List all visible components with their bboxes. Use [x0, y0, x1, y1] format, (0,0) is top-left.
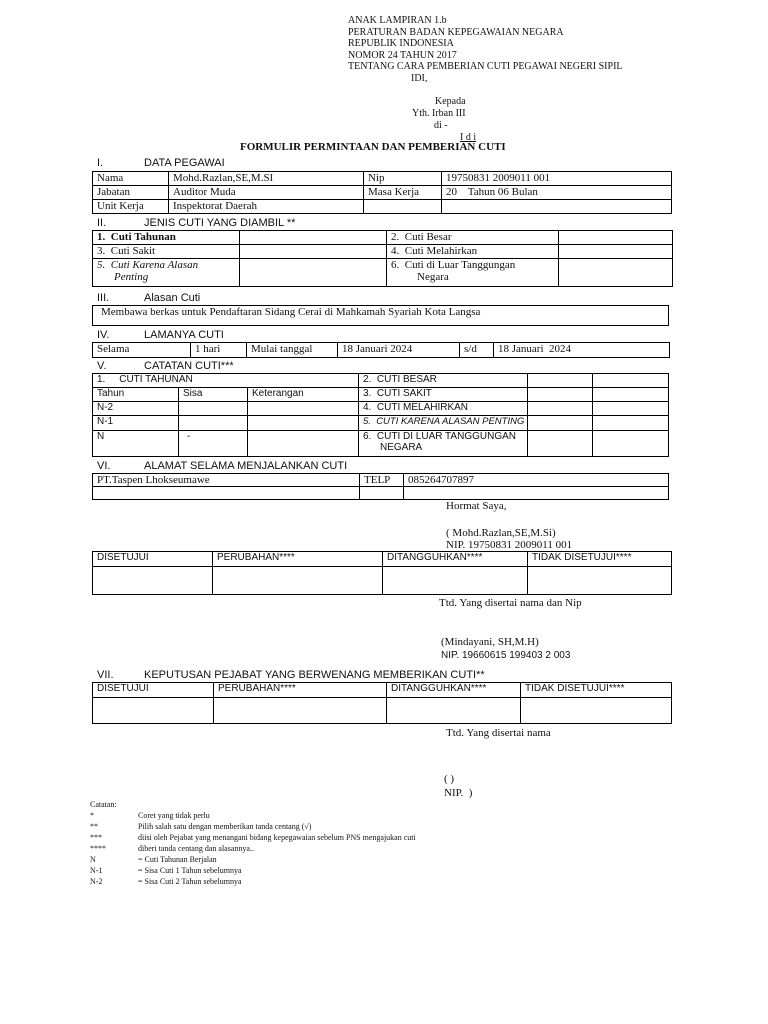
approval2-perubahan: PERUBAHAN**** [214, 683, 387, 698]
leave-type-cuti-sakit[interactable]: 3. Cuti Sakit [93, 245, 240, 259]
leave-type-check[interactable] [240, 231, 387, 245]
record-n-sisa: - [179, 431, 248, 457]
form-title: FORMULIR PERMINTAAN DAN PEMBERIAN CUTI [240, 141, 506, 153]
header-line: ANAK LAMPIRAN 1.b [348, 15, 447, 26]
section-1-number: I. [97, 157, 104, 169]
leave-type-alasan-penting[interactable]: 5. Cuti Karena Alasan Penting [93, 259, 240, 287]
section-3-number: III. [97, 292, 110, 304]
approval1-ttd-note: Ttd. Yang disertai nama dan Nip [439, 597, 582, 609]
record-luar-tanggungan: 6. CUTI DI LUAR TANGGUNGAN NEGARA [359, 431, 528, 457]
note-row: **** diberi tanda centang dan alasannya.. [90, 844, 254, 853]
section-7-heading: KEPUTUSAN PEJABAT YANG BERWENANG MEMBERIKAN CUTI** [144, 669, 485, 681]
section-5-heading: CATATAN CUTI*** [144, 360, 234, 372]
approval1-perubahan: PERUBAHAN**** [213, 552, 383, 567]
record-cuti-sakit: 3. CUTI SAKIT [359, 388, 528, 402]
leave-record-table [92, 373, 669, 457]
record-alasan-penting: 5. CUTI KARENA ALASAN PENTING [359, 416, 528, 431]
leave-type-check[interactable] [559, 231, 673, 245]
leave-type-cuti-tahunan[interactable]: 1. Cuti Tahunan [93, 231, 240, 245]
start-date: 18 Januari 2024 [338, 343, 460, 358]
record-row-n1: N-1 [93, 416, 179, 431]
supervisor-name: (Mindayani, SH,M.H) [441, 636, 539, 648]
section-2-number: II. [97, 217, 107, 229]
record-col-tahun: Tahun [93, 388, 179, 402]
header-line: REPUBLIK INDONESIA [348, 38, 454, 49]
unit-kerja-value: Inspektorat Daerah [169, 200, 364, 214]
notes [90, 800, 590, 888]
employee-data-table [92, 171, 672, 214]
record-row-n2: N-2 [93, 402, 179, 416]
address-value: PT.Taspen Lhokseumawe [93, 474, 360, 487]
sd-label: s/d [460, 343, 494, 358]
applicant-name: ( Mohd.Razlan,SE,M.Si) [446, 527, 556, 539]
section-5-number: V. [97, 360, 107, 372]
selama-label: Selama [93, 343, 191, 358]
approval2-tidak-disetujui: TIDAK DISETUJUI**** [521, 683, 672, 698]
official-nip: NIP. ) [444, 787, 473, 799]
addressee-yth: Yth. Irban III [412, 108, 466, 119]
leave-type-table [92, 230, 673, 287]
duration-table [92, 342, 670, 358]
record-cuti-tahunan: 1. CUTI TAHUNAN [93, 374, 359, 388]
section-2-heading: JENIS CUTI YANG DIAMBIL ** [144, 217, 296, 229]
nip-value: 19750831 2009011 001 [442, 172, 672, 186]
approval-table-1 [92, 551, 672, 595]
jabatan-label: Jabatan [93, 186, 169, 200]
unit-kerja-label: Unit Kerja [93, 200, 169, 214]
section-7-number: VII. [97, 669, 114, 681]
approval2-disetujui: DISETUJUI [93, 683, 214, 698]
leave-type-check[interactable] [559, 245, 673, 259]
applicant-nip: NIP. 19750831 2009011 001 [446, 539, 573, 551]
record-cuti-melahirkan: 4. CUTI MELAHIRKAN [359, 402, 528, 416]
record-cuti-besar: 2. CUTI BESAR [359, 374, 528, 388]
header-place: IDI, [411, 72, 428, 84]
nama-label: Nama [93, 172, 169, 186]
address-table [92, 473, 669, 500]
leave-type-cuti-besar[interactable]: 2. Cuti Besar [387, 231, 559, 245]
section-4-heading: LAMANYA CUTI [144, 329, 224, 341]
note-row: N-1 = Sisa Cuti 1 Tahun sebelumnya [90, 866, 242, 875]
telp-label: TELP [360, 474, 404, 487]
note-row: N = Cuti Tahunan Berjalan [90, 855, 217, 864]
reason-table [92, 305, 669, 326]
record-row-n: N [93, 431, 179, 457]
approval1-tidak-disetujui: TIDAK DISETUJUI**** [528, 552, 672, 567]
addressee-di: di - [434, 120, 448, 131]
mulai-label: Mulai tanggal [247, 343, 338, 358]
jabatan-value: Auditor Muda [169, 186, 364, 200]
nip-label: Nip [364, 172, 442, 186]
end-date: 18 Januari 2024 [494, 343, 670, 358]
leave-type-check[interactable] [240, 259, 387, 287]
document-header [348, 15, 668, 84]
leave-type-check[interactable] [240, 245, 387, 259]
supervisor-nip: NIP. 19660615 199403 2 003 [441, 650, 571, 661]
telp-value: 085264707897 [404, 474, 669, 487]
approval2-ditangguhkan: DITANGGUHKAN**** [387, 683, 521, 698]
note-row: *** diisi oleh Pejabat yang menangani bidang kepegawaian sebelum PNS mengajukan cuti [90, 833, 416, 842]
header-line: NOMOR 24 TAHUN 2017 [348, 49, 457, 61]
leave-type-cuti-melahirkan[interactable]: 4. Cuti Melahirkan [387, 245, 559, 259]
approval-table-2 [92, 682, 672, 724]
record-col-sisa: Sisa [179, 388, 248, 402]
addressee-kepada: Kepada [435, 96, 466, 107]
official-name: ( ) [444, 773, 455, 785]
masa-kerja-label: Masa Kerja [364, 186, 442, 200]
leave-type-check[interactable] [559, 259, 673, 287]
section-3-heading: Alasan Cuti [144, 292, 201, 304]
approval1-ditangguhkan: DITANGGUHKAN**** [383, 552, 528, 567]
note-row: ** Pilih salah satu dengan memberikan tanda centang (√) [90, 822, 312, 831]
masa-kerja-value: 20 Tahun 06 Bulan [442, 186, 672, 200]
addressee-place: I d i [460, 132, 477, 143]
section-4-number: IV. [97, 329, 110, 341]
header-line: PERATURAN BADAN KEPEGAWAIAN NEGARA [348, 26, 564, 38]
note-row: N-2 = Sisa Cuti 2 Tahun sebelumnya [90, 877, 242, 886]
notes-title: Catatan: [90, 800, 117, 809]
section-6-heading: ALAMAT SELAMA MENJALANKAN CUTI [144, 460, 348, 472]
approval1-disetujui: DISETUJUI [93, 552, 213, 567]
note-row: * Coret yang tidak perlu [90, 811, 210, 820]
approval2-ttd-note: Ttd. Yang disertai nama [446, 727, 551, 739]
nama-value: Mohd.Razlan,SE,M.SI [169, 172, 364, 186]
reason-text: Membawa berkas untuk Pendaftaran Sidang Cerai di Mahkamah Syariah Kota Langsa [93, 306, 669, 326]
record-col-keterangan: Keterangan [248, 388, 359, 402]
durasi-value: 1 hari [191, 343, 247, 358]
hormat-saya: Hormat Saya, [446, 500, 507, 512]
header-line: TENTANG CARA PEMBERIAN CUTI PEGAWAI NEGERI SIPIL [348, 61, 623, 72]
section-1-heading: DATA PEGAWAI [144, 157, 225, 169]
leave-type-luar-tanggungan[interactable]: 6. Cuti di Luar Tanggungan Negara [387, 259, 559, 287]
section-6-number: VI. [97, 460, 111, 472]
